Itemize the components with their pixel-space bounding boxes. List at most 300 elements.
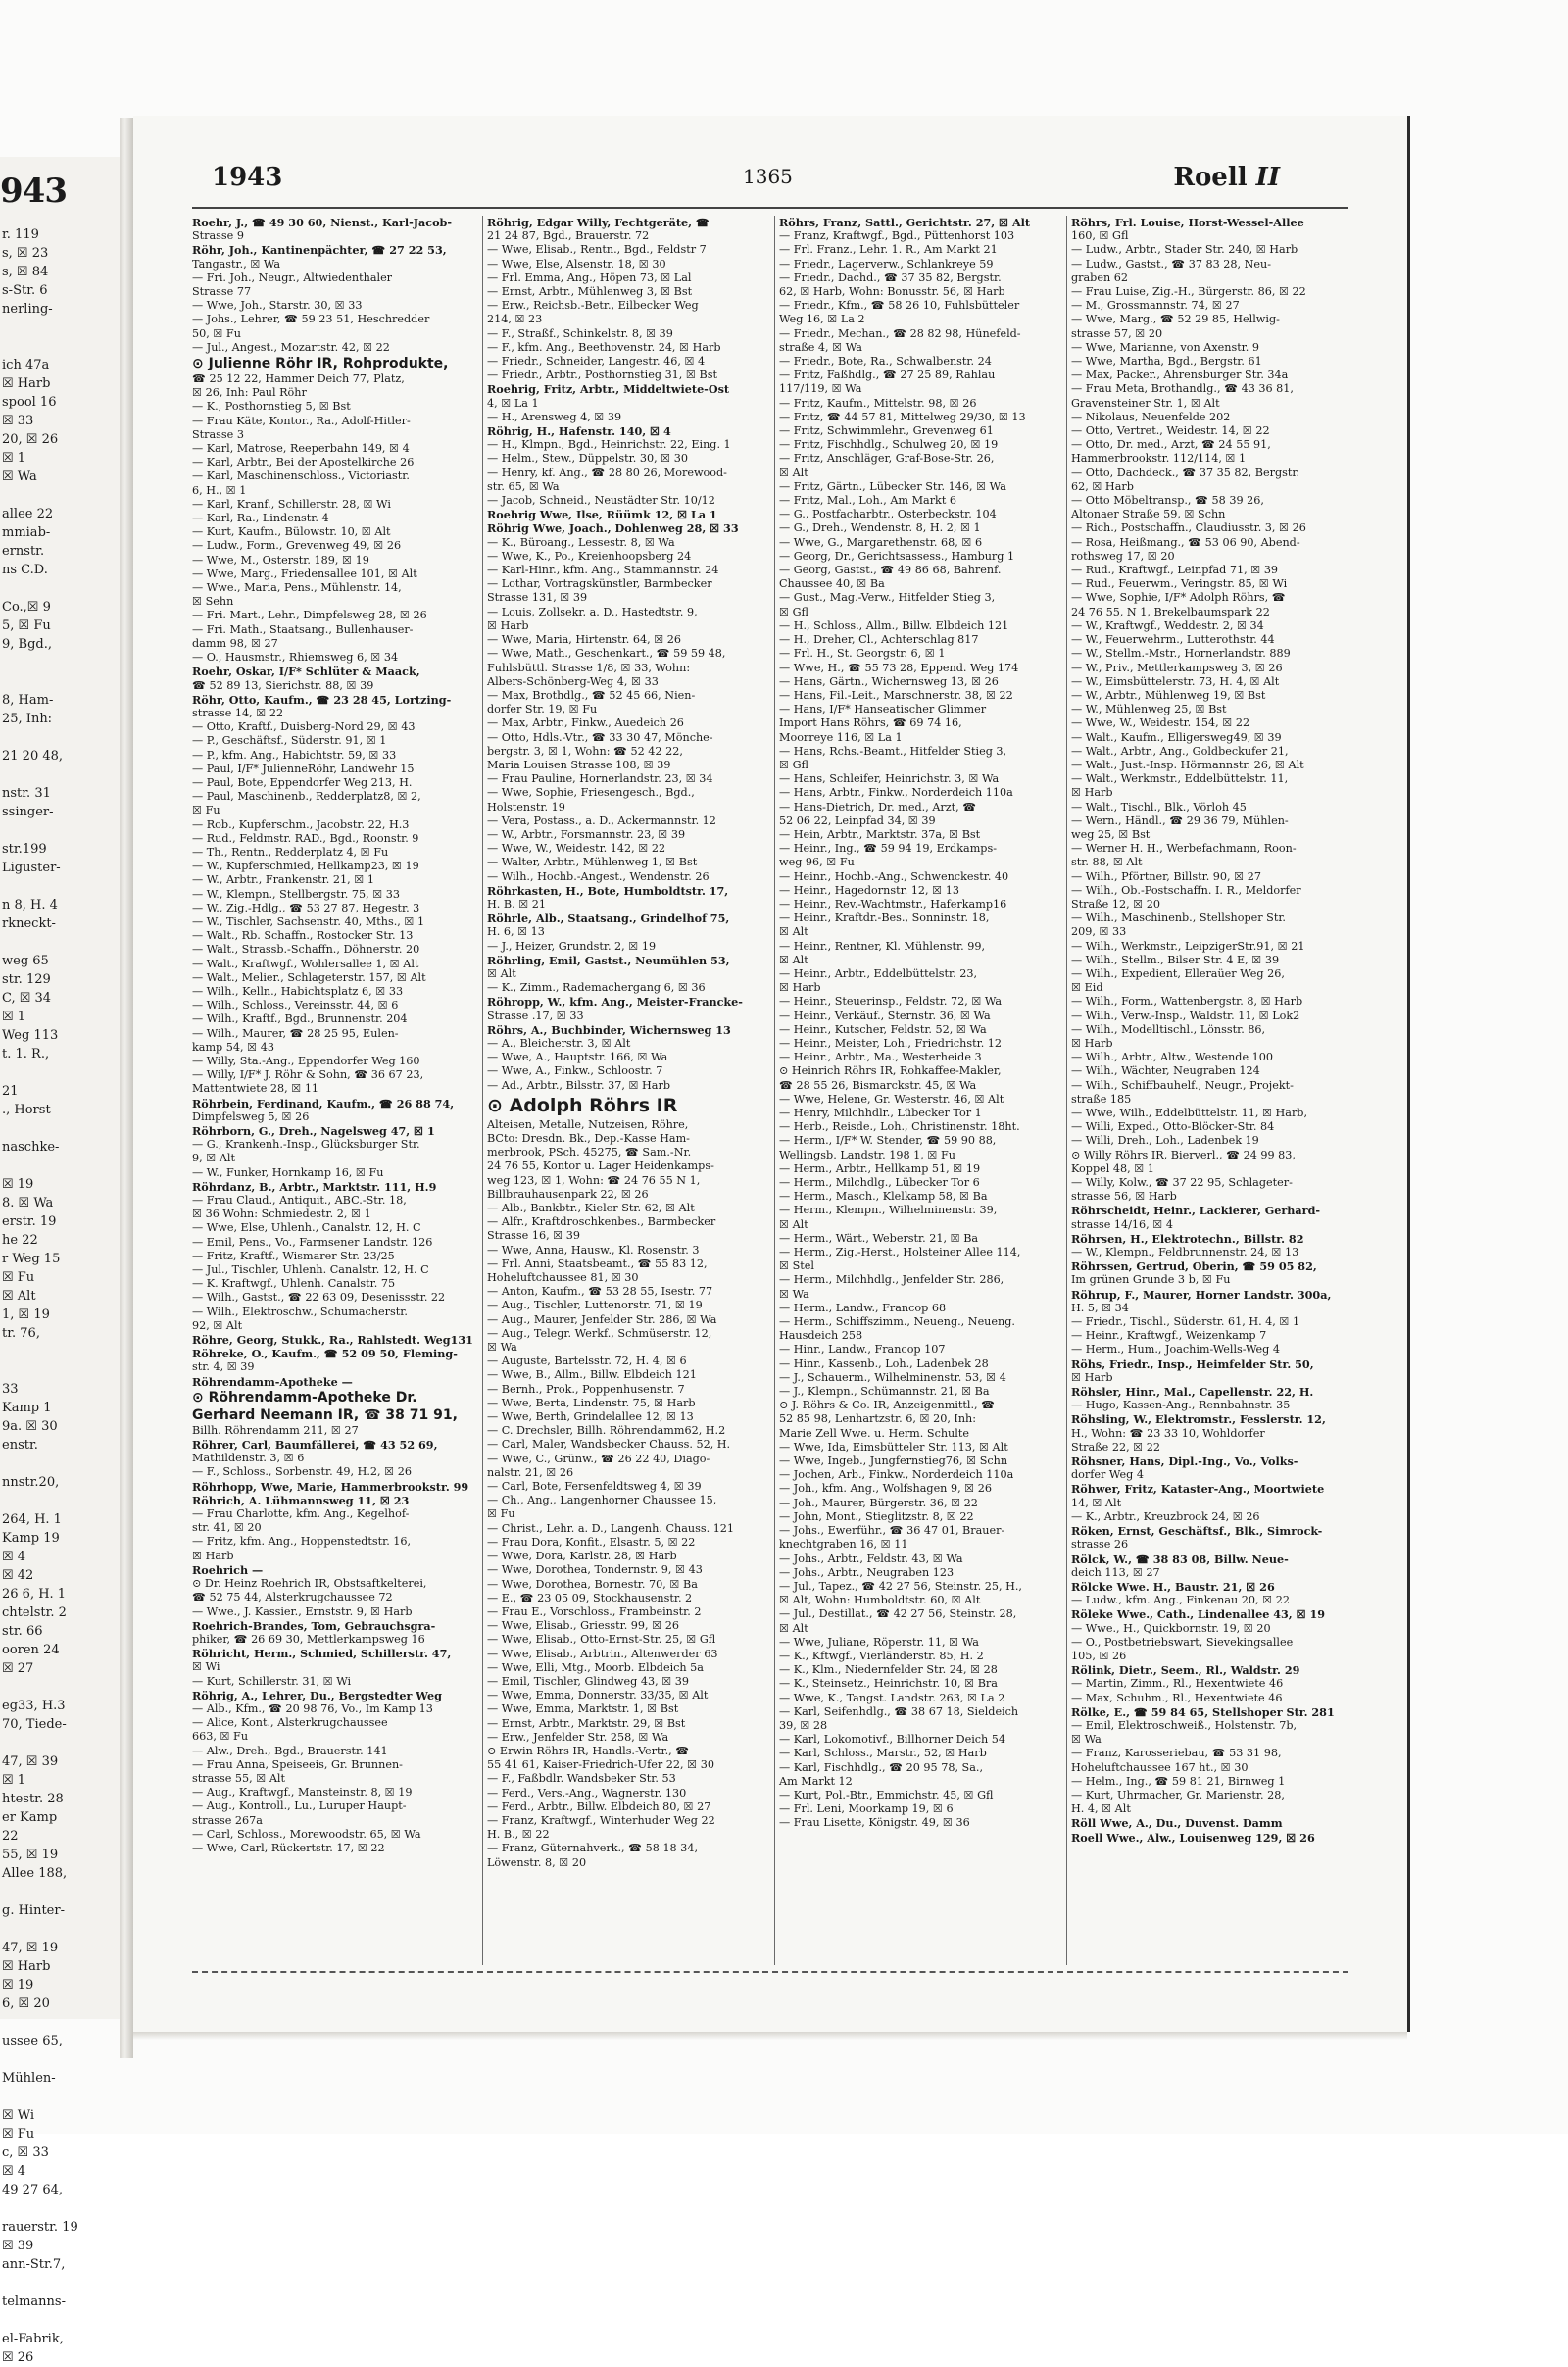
directory-entry: — Heinr., Hochb.-Ang., Schwenckestr. 40 bbox=[779, 869, 1009, 883]
directory-entry: H. 5, ☒ 34 bbox=[1071, 1301, 1129, 1314]
directory-entry: — Willi, Dreh., Loh., Ladenbek 19 bbox=[1071, 1134, 1259, 1148]
directory-entry: — Fritz, ☎ 44 57 81, Mittelweg 29/30, ☒ 13 bbox=[779, 410, 1026, 423]
directory-entry: — A., Bleicherstr. 3, ☒ Alt bbox=[487, 1036, 631, 1050]
directory-entry: — W., Tischler, Sachsenstr. 40, Mths., ☒ 1 bbox=[192, 914, 425, 928]
directory-entry: Gerhard Neemann IR, ☎ 38 71 91, bbox=[192, 1406, 458, 1423]
directory-entry: — Jul., Destillat., ☎ 42 27 56, Steinstr. 28, bbox=[779, 1607, 1017, 1621]
facing-page-line: erstr. 19 bbox=[2, 1214, 57, 1229]
directory-entry: — Rob., Kupferschm., Jacobstr. 22, H.3 bbox=[192, 817, 410, 831]
directory-entry: Billbrauhausenpark 22, ☒ 26 bbox=[487, 1187, 649, 1201]
facing-page-line: 9a. ☒ 30 bbox=[2, 1419, 58, 1434]
directory-entry: — J., Schauerm., Wilhelminenstr. 53, ☒ 4 bbox=[779, 1370, 1006, 1384]
directory-entry: — Wwe., Maria, Pens., Mühlenstr. 14, bbox=[192, 581, 402, 595]
page-header bbox=[133, 163, 1407, 202]
directory-entry: — Wilh., Maschinenb., Stellshoper Str. bbox=[1071, 912, 1286, 925]
directory-entry: ☎ 52 75 44, Alsterkrugchaussee 72 bbox=[192, 1591, 393, 1604]
directory-entry: — Walt., Kraftwgf., Wohlersallee 1, ☒ Alt bbox=[192, 957, 419, 970]
directory-entry: Röhrle, Alb., Staatsang., Grindelhof 75, bbox=[487, 912, 730, 926]
directory-entry: 14, ☒ Alt bbox=[1071, 1496, 1122, 1509]
directory-entry: 50, ☒ Fu bbox=[192, 326, 241, 340]
directory-entry: — Kurt, Pol.-Btr., Emmichstr. 45, ☒ Gfl bbox=[779, 1788, 994, 1801]
directory-entry: 214, ☒ 23 bbox=[487, 313, 543, 326]
directory-entry: — Walt., Rb. Schaffn., Rostocker Str. 13 bbox=[192, 929, 414, 943]
facing-page-line: spool 16 bbox=[2, 395, 57, 410]
directory-entry: damm 98, ☒ 27 bbox=[192, 636, 278, 650]
directory-entry: — Jul., Angest., Mozartstr. 42, ☒ 22 bbox=[192, 340, 390, 354]
directory-entry: ☒ Harb bbox=[1071, 1370, 1113, 1384]
directory-entry: Röhrendamm-Apotheke — bbox=[192, 1374, 353, 1389]
directory-entry: 21 24 87, Bgd., Brauerstr. 72 bbox=[487, 229, 650, 243]
directory-entry: Roehrich — bbox=[192, 1562, 264, 1577]
column-2 bbox=[482, 216, 775, 1965]
directory-entry: dorfer Weg 4 bbox=[1071, 1468, 1144, 1482]
facing-page-line bbox=[2, 1343, 114, 1361]
directory-entry: — Wwe, Emma, Donnerstr. 33/35, ☒ Alt bbox=[487, 1689, 709, 1702]
directory-entry: bergstr. 3, ☒ 1, Wohn: ☎ 52 42 22, bbox=[487, 744, 683, 758]
directory-entry: — Hinr., Kassenb., Loh., Ladenbek 28 bbox=[779, 1356, 989, 1370]
directory-entry: — Wwe, Elisab., Arbtrin., Altenwerder 63 bbox=[487, 1647, 718, 1660]
directory-entry: — P., kfm. Ang., Habichtstr. 59, ☒ 33 bbox=[192, 748, 397, 762]
facing-page-line: ich 47a bbox=[2, 358, 50, 372]
directory-entry: ☒ Gfl bbox=[779, 605, 808, 618]
facing-page-line bbox=[2, 2274, 114, 2293]
page-binding bbox=[120, 118, 133, 2058]
directory-entry: — Frau Lisette, Königstr. 49, ☒ 36 bbox=[779, 1816, 970, 1830]
directory-entry: ☎ 52 89 13, Sierichstr. 88, ☒ 39 bbox=[192, 678, 374, 692]
facing-page-line: ☒ 1 bbox=[2, 1010, 26, 1024]
directory-entry: — Wilh., Stellm., Bilser Str. 4 E, ☒ 39 bbox=[1071, 953, 1280, 966]
directory-entry: — Wilh., Schiffbauhelf., Neugr., Projekt- bbox=[1071, 1078, 1294, 1092]
directory-entry: — Herm., Zig.-Herst., Holsteiner Allee 114, bbox=[779, 1246, 1021, 1259]
directory-entry: Strasse .17, ☒ 33 bbox=[487, 1009, 584, 1022]
directory-entry: H., Wohn: ☎ 23 33 10, Wohldorfer bbox=[1071, 1426, 1265, 1440]
directory-entry: — Ernst, Arbtr., Mühlenweg 3, ☒ Bst bbox=[487, 285, 693, 299]
directory-entry: — Hans, Schleifer, Heinrichstr. 3, ☒ Wa bbox=[779, 772, 1000, 786]
directory-entry: — Hugo, Kassen-Ang., Rennbahnstr. 35 bbox=[1071, 1399, 1291, 1412]
directory-entry: — Willy, Sta.-Ang., Eppendorfer Weg 160 bbox=[192, 1054, 420, 1067]
directory-entry: Weg 16, ☒ La 2 bbox=[779, 313, 865, 326]
facing-page-line: str. 66 bbox=[2, 1624, 43, 1639]
facing-page-line: 264, H. 1 bbox=[2, 1512, 62, 1527]
directory-entry: — Friedr., Mechan., ☎ 28 82 98, Hünefeld- bbox=[779, 326, 1021, 340]
directory-entry: — Wwe, M., Osterstr. 189, ☒ 19 bbox=[192, 553, 369, 567]
directory-entry: — Wwe, Elisab., Griesstr. 99, ☒ 26 bbox=[487, 1619, 679, 1633]
facing-page-line: Kamp 19 bbox=[2, 1531, 60, 1546]
directory-entry: — Fritz, Mal., Loh., Am Markt 6 bbox=[779, 494, 957, 508]
directory-entry: — Otto, Dachdeck., ☎ 37 35 82, Bergstr. bbox=[1071, 466, 1300, 479]
facing-page-line: 9, Bgd., bbox=[2, 637, 52, 652]
directory-entry: — Otto, Kraftf., Duisberg-Nord 29, ☒ 43 bbox=[192, 720, 416, 734]
directory-entry: str. 4, ☒ 39 bbox=[192, 1360, 255, 1374]
directory-entry: — W., Arbtr., Forsmannstr. 23, ☒ 39 bbox=[487, 827, 686, 841]
directory-entry: — Wilh., Kraftf., Bgd., Brunnenstr. 204 bbox=[192, 1012, 408, 1026]
directory-entry: — John, Mont., Stieglitzstr. 8, ☒ 22 bbox=[779, 1509, 974, 1523]
directory-entry: — Ludw., Arbtr., Stader Str. 240, ☒ Harb bbox=[1071, 243, 1298, 257]
directory-entry: — Wilh., Gastst., ☎ 22 63 09, Desenissstr. 22 bbox=[192, 1291, 446, 1305]
directory-entry: str. 88, ☒ Alt bbox=[1071, 856, 1143, 869]
facing-page-line: ernstr. bbox=[2, 544, 45, 559]
directory-entry: — Henry, Milchhdlr., Lübecker Tor 1 bbox=[779, 1107, 982, 1119]
facing-page-line: ooren 24 bbox=[2, 1643, 60, 1657]
directory-entry: — Wwe, B., Allm., Billw. Elbdeich 121 bbox=[487, 1368, 697, 1382]
directory-entry: phiker, ☎ 26 69 30, Mettlerkampsweg 16 bbox=[192, 1632, 425, 1646]
column-4 bbox=[1066, 216, 1349, 1965]
directory-entry: — Erw., Reichsb.-Betr., Eilbecker Weg bbox=[487, 299, 699, 313]
directory-entry: Strasse 77 bbox=[192, 285, 252, 299]
directory-entry: — Walt., Just.-Insp. Hörmannstr. 26, ☒ Alt bbox=[1071, 758, 1304, 771]
directory-entry: — W., Klempn., Feldbrunnenstr. 24, ☒ 13 bbox=[1071, 1246, 1299, 1259]
directory-entry: ☒ Alt bbox=[779, 925, 808, 939]
directory-entry: — Nikolaus, Neuenfelde 202 bbox=[1071, 410, 1231, 423]
directory-entry: H. B., ☒ 22 bbox=[487, 1828, 550, 1842]
directory-entry: — Heinr., Hagedornstr. 12, ☒ 13 bbox=[779, 883, 959, 897]
directory-entry: Rölck, W., ☎ 38 83 08, Billw. Neue- bbox=[1071, 1552, 1289, 1566]
directory-entry: — Ludw., Gastst., ☎ 37 83 28, Neu- bbox=[1071, 257, 1272, 271]
directory-entry: — Karl, Matrose, Reeperbahn 149, ☒ 4 bbox=[192, 442, 410, 456]
directory-entry: — Wwe, Wilh., Eddelbüttelstr. 11, ☒ Harb, bbox=[1071, 1107, 1308, 1119]
facing-page-line bbox=[2, 1119, 114, 1138]
directory-entry: kamp 54, ☒ 43 bbox=[192, 1040, 274, 1054]
directory-entry: — Wilh., Arbtr., Altw., Westende 100 bbox=[1071, 1051, 1273, 1064]
directory-entry: — Emil, Elektroschweiß., Holstenstr. 7b, bbox=[1071, 1718, 1298, 1732]
directory-entry: — K., Klm., Niedernfelder Str. 24, ☒ 28 bbox=[779, 1663, 998, 1677]
page-shadow bbox=[133, 2032, 1407, 2040]
facing-page-line: ☒ 42 bbox=[2, 1568, 34, 1583]
directory-entry: — W., Mühlenweg 25, ☒ Bst bbox=[1071, 703, 1227, 716]
facing-page-line bbox=[2, 2199, 114, 2218]
directory-entry: — Jochen, Arb., Finkw., Norderdeich 110a bbox=[779, 1468, 1014, 1482]
facing-page-line: ☒ 19 bbox=[2, 1978, 34, 1993]
directory-entry: — Willy, I/F* J. Röhr & Sohn, ☎ 36 67 23, bbox=[192, 1068, 424, 1082]
directory-entry: 62, ☒ Harb, Wohn: Bonusstr. 56, ☒ Harb bbox=[779, 285, 1005, 299]
directory-entry: — W., Feuerwehrm., Lutterothstr. 44 bbox=[1071, 633, 1275, 647]
facing-page-line bbox=[2, 1734, 114, 1752]
directory-entry: — J., Heizer, Grundstr. 2, ☒ 19 bbox=[487, 939, 657, 953]
facing-page-line: telmanns- bbox=[2, 2294, 66, 2309]
directory-entry: ☒ Harb bbox=[1071, 786, 1113, 800]
directory-entry: — Karl-Hinr., kfm. Ang., Stammannstr. 24 bbox=[487, 564, 719, 577]
directory-entry: — Joh., Maurer, Bürgerstr. 36, ☒ 22 bbox=[779, 1496, 978, 1509]
directory-entry: ☒ Fu bbox=[487, 1507, 515, 1521]
directory-entry: — Carl, Maler, Wandsbecker Chauss. 52, H. bbox=[487, 1438, 731, 1452]
directory-entry: Röhrs, A., Buchbinder, Wichernsweg 13 bbox=[487, 1022, 731, 1037]
directory-entry: ⊙ Dr. Heinz Roehrich IR, Obstsaftkelterei, bbox=[192, 1577, 427, 1591]
directory-entry: — Otto, Vertret., Weidestr. 14, ☒ 22 bbox=[1071, 424, 1270, 438]
directory-entry: strasse 57, ☒ 20 bbox=[1071, 326, 1163, 340]
directory-entry: Röhrup, F., Maurer, Horner Landstr. 300a, bbox=[1071, 1287, 1332, 1302]
directory-entry: — Werner H. H., Werbefachmann, Roon- bbox=[1071, 842, 1297, 856]
directory-entry: Hoheluftchaussee 81, ☒ 30 bbox=[487, 1271, 639, 1285]
facing-page-line: 21 bbox=[2, 1084, 19, 1099]
directory-entry: — Friedr., Kfm., ☎ 58 26 10, Fuhlsbütteler bbox=[779, 299, 1020, 313]
directory-entry: — Herm., Milchdlg., Lübecker Tor 6 bbox=[779, 1176, 980, 1190]
bottom-rule bbox=[192, 1971, 1348, 1973]
facing-page-line: 70, Tiede- bbox=[2, 1717, 67, 1732]
directory-entry: — Kurt, Schillerstr. 31, ☒ Wi bbox=[192, 1674, 352, 1688]
directory-entry: — Heinr., Kutscher, Feldstr. 52, ☒ Wa bbox=[779, 1022, 987, 1036]
directory-entry: — Kurt, Uhrmacher, Gr. Marienstr. 28, bbox=[1071, 1788, 1285, 1801]
directory-entry: — Walt., Kaufm., Elligersweg49, ☒ 39 bbox=[1071, 730, 1282, 744]
directory-entry: — Heinr., Ing., ☎ 59 94 19, Erdkamps- bbox=[779, 842, 997, 856]
directory-entry: — K., Büroang., Lessestr. 8, ☒ Wa bbox=[487, 535, 675, 549]
directory-entry: ☒ Harb bbox=[1071, 1036, 1113, 1050]
facing-page-line: t. 1. R., bbox=[2, 1047, 50, 1061]
directory-entry: Hoheluftchaussee 167 ht., ☒ 30 bbox=[1071, 1760, 1249, 1774]
directory-entry: — K., Zimm., Rademachergang 6, ☒ 36 bbox=[487, 981, 706, 995]
directory-entry: Fuhlsbüttl. Strasse 1/8, ☒ 33, Wohn: bbox=[487, 661, 691, 674]
directory-entry: — Wwe, A., Hauptstr. 166, ☒ Wa bbox=[487, 1051, 668, 1064]
directory-entry: — Aug., Tischler, Luttenorstr. 71, ☒ 19 bbox=[487, 1299, 703, 1312]
directory-entry: — Georg, Dr., Gerichtsassess., Hamburg 1 bbox=[779, 549, 1015, 563]
facing-page-line: ☒ 33 bbox=[2, 414, 34, 428]
directory-entry: — Wwe, Elli, Mtg., Moorb. Elbdeich 5a bbox=[487, 1660, 704, 1674]
facing-page-line: 6, ☒ 20 bbox=[2, 1997, 50, 2011]
directory-entry: — Wwe, G., Margarethenstr. 68, ☒ 6 bbox=[779, 535, 983, 549]
directory-entry: Röhrig, A., Lehrer, Du., Bergstedter Weg bbox=[192, 1688, 442, 1702]
directory-entry: — Hinr., Landw., Francop 107 bbox=[779, 1343, 946, 1356]
directory-entry: — Karl, Seifenhdlg., ☎ 38 67 18, Sieldeich bbox=[779, 1704, 1019, 1718]
directory-entry: — Martin, Zimm., Rl., Hexentwiete 46 bbox=[1071, 1677, 1284, 1691]
directory-entry: — K., Arbtr., Kreuzbrook 24, ☒ 26 bbox=[1071, 1509, 1260, 1523]
facing-page-line: Kamp 1 bbox=[2, 1401, 52, 1415]
directory-entry: — Friedr., Lagerverw., Schlankreye 59 bbox=[779, 257, 994, 271]
directory-entry: — Jul., Tischler, Uhlenh. Canalstr. 12, H. C bbox=[192, 1263, 429, 1277]
directory-entry: — Frl. Anni, Staatsbeamt., ☎ 55 83 12, bbox=[487, 1257, 708, 1270]
facing-page-line bbox=[2, 1063, 114, 1082]
directory-entry: Röhrer, Carl, Baumfällerei, ☎ 43 52 69, bbox=[192, 1438, 438, 1453]
directory-entry: — Wilh., Wächter, Neugraben 124 bbox=[1071, 1064, 1260, 1078]
directory-entry: 92, ☒ Alt bbox=[192, 1318, 243, 1332]
directory-entry: — Ludw., kfm. Ang., Finkenau 20, ☒ 22 bbox=[1071, 1594, 1290, 1607]
directory-entry: — M., Grossmannstr. 74, ☒ 27 bbox=[1071, 299, 1240, 313]
directory-entry: ☒ Harb bbox=[779, 981, 821, 995]
directory-entry: Röhrich, A. Lühmannsweg 11, ☒ 23 bbox=[192, 1493, 410, 1507]
facing-page-line bbox=[2, 877, 114, 896]
directory-entry: H. B. ☒ 21 bbox=[487, 897, 547, 911]
directory-entry: — Wwe, Marianne, von Axenstr. 9 bbox=[1071, 340, 1260, 354]
directory-entry: ☒ Fu bbox=[192, 804, 220, 817]
facing-page-line bbox=[2, 765, 114, 784]
facing-page-line: enstr. bbox=[2, 1438, 38, 1453]
directory-entry: — Wwe, Dorothea, Tondernstr. 9, ☒ 43 bbox=[487, 1563, 703, 1577]
directory-entry: Roehrig, Fritz, Arbtr., Middeltwiete-Ost bbox=[487, 382, 730, 397]
facing-page-line bbox=[2, 1157, 114, 1175]
directory-entry: — Walt., Werkmstr., Eddelbüttelstr. 11, bbox=[1071, 772, 1289, 786]
directory-entry: — Frau E., Vorschloss., Frambeinstr. 2 bbox=[487, 1604, 702, 1618]
range-numeral: II bbox=[1255, 163, 1280, 192]
directory-entry: — Herb., Reisde., Loh., Christinenstr. 18ht. bbox=[779, 1120, 1020, 1134]
directory-entry: H. 6, ☒ 13 bbox=[487, 925, 545, 939]
facing-page-line bbox=[2, 672, 114, 691]
directory-entry: — Wwe, Berth, Grindelallee 12, ☒ 13 bbox=[487, 1410, 694, 1424]
page-year: 1943 bbox=[212, 163, 283, 192]
directory-entry: — Rud., Feuerwm., Veringstr. 85, ☒ Wi bbox=[1071, 577, 1288, 591]
directory-entry: — Hein, Arbtr., Marktstr. 37a, ☒ Bst bbox=[779, 827, 981, 841]
directory-entry: — Wwe, Elisab., Rentn., Bgd., Feldstr 7 bbox=[487, 243, 707, 257]
directory-entry: Löwenstr. 8, ☒ 20 bbox=[487, 1855, 587, 1869]
directory-entry: — Friedr., Schneider, Langestr. 46, ☒ 4 bbox=[487, 355, 706, 369]
directory-entry: — Karl, Lokomotivf., Billhorner Deich 54 bbox=[779, 1733, 1006, 1747]
directory-entry: — Rosa, Heißmang., ☎ 53 06 90, Abend- bbox=[1071, 535, 1300, 549]
directory-entry: ☒ Alt bbox=[779, 1217, 808, 1231]
facing-page-year: 943 bbox=[0, 172, 67, 211]
facing-page-line: ann-Str.7, bbox=[2, 2257, 66, 2272]
directory-entry: ☒ Alt bbox=[779, 466, 808, 479]
directory-entry: Röhrling, Emil, Gastst., Neumühlen 53, bbox=[487, 953, 730, 967]
directory-entry: — Fritz, Kraftf., Wismarer Str. 23/25 bbox=[192, 1249, 395, 1262]
directory-entry: — Herm., Masch., Klelkamp 58, ☒ Ba bbox=[779, 1190, 988, 1204]
directory-entry: — Karl, Kranf., Schillerstr. 28, ☒ Wi bbox=[192, 497, 391, 511]
directory-entry: — Wilh., Hochb.-Angest., Wendenstr. 26 bbox=[487, 869, 710, 883]
directory-entry: — Wwe, H., ☎ 55 73 28, Eppend. Weg 174 bbox=[779, 661, 1019, 674]
directory-entry: — Karl, Ra., Lindenstr. 4 bbox=[192, 512, 329, 525]
directory-entry: — Ch., Ang., Langenhorner Chaussee 15, bbox=[487, 1494, 717, 1507]
facing-page-line bbox=[2, 486, 114, 505]
directory-entry: — Fritz, Schwimmlehr., Grevenweg 61 bbox=[779, 424, 994, 438]
directory-entry: Strasse 3 bbox=[192, 427, 244, 441]
header-rule bbox=[192, 207, 1348, 209]
facing-page-line: ☒ Harb bbox=[2, 1959, 51, 1974]
directory-entry: — Frau Dora, Konfit., Elsastr. 5, ☒ 22 bbox=[487, 1535, 696, 1549]
directory-entry: — Wwe, Juliane, Röperstr. 11, ☒ Wa bbox=[779, 1635, 979, 1649]
directory-entry: — K., Posthornstieg 5, ☒ Bst bbox=[192, 400, 351, 414]
directory-entry: — Henry, kf. Ang., ☎ 28 80 26, Morewood- bbox=[487, 466, 727, 479]
directory-entry: 52 85 98, Lenhartzstr. 6, ☒ 20, Inh: bbox=[779, 1412, 977, 1426]
directory-entry: — Willy, Kolw., ☎ 37 22 95, Schlageter- bbox=[1071, 1176, 1293, 1190]
directory-entry: — Heinr., Arbtr., Ma., Westerheide 3 bbox=[779, 1051, 982, 1064]
directory-entry: Röll Wwe, A., Du., Duvenst. Damm bbox=[1071, 1816, 1283, 1831]
directory-entry: — Wwe., J. Kassier., Ernststr. 9, ☒ Harb bbox=[192, 1604, 413, 1618]
directory-entry: — K. Kraftwgf., Uhlenh. Canalstr. 75 bbox=[192, 1277, 396, 1291]
directory-entry: — Max, Brothdlg., ☎ 52 45 66, Nien- bbox=[487, 688, 696, 702]
directory-entry: — Wwe, Dora, Karlstr. 28, ☒ Harb bbox=[487, 1550, 677, 1563]
column-1 bbox=[192, 216, 482, 1965]
directory-entry: — Ludw., Form., Grevenweg 49, ☒ 26 bbox=[192, 539, 402, 553]
directory-entry: — Wilh., Ob.-Postschaffn. I. R., Meldorfer bbox=[1071, 883, 1301, 897]
directory-entry: — P., Geschäftsf., Süderstr. 91, ☒ 1 bbox=[192, 734, 387, 748]
directory-entry: — Emil, Tischler, Glindweg 43, ☒ 39 bbox=[487, 1674, 690, 1688]
directory-entry: rothsweg 17, ☒ 20 bbox=[1071, 549, 1175, 563]
directory-entry: ☒ Harb bbox=[192, 1549, 234, 1562]
directory-entry: — Wilh., Schloss., Vereinsstr. 44, ☒ 6 bbox=[192, 999, 399, 1012]
directory-entry: — Wilh., Form., Wattenbergstr. 8, ☒ Harb bbox=[1071, 995, 1303, 1009]
directory-entry: Röleke Wwe., Cath., Lindenallee 43, ☒ 19 bbox=[1071, 1607, 1326, 1622]
directory-entry: — Frau Luise, Zig.-H., Bürgerstr. 86, ☒ 22 bbox=[1071, 285, 1306, 299]
facing-page-line bbox=[2, 579, 114, 598]
directory-entry: — J., Klempn., Schümannstr. 21, ☒ Ba bbox=[779, 1385, 990, 1399]
directory-entry: — Friedr., Dachd., ☎ 37 35 82, Bergstr. bbox=[779, 271, 1002, 284]
directory-entry: — Herm., I/F* W. Stender, ☎ 59 90 88, bbox=[779, 1134, 997, 1148]
directory-entry: Röhrbein, Ferdinand, Kaufm., ☎ 26 88 74, bbox=[192, 1096, 455, 1110]
directory-entry: — Frl. Emma, Ang., Höpen 73, ☒ Lal bbox=[487, 271, 692, 284]
facing-page-line: eg33, H.3 bbox=[2, 1699, 66, 1713]
directory-entry: Marie Zell Wwe. u. Herm. Schulte bbox=[779, 1426, 969, 1440]
directory-entry: — Walt., Melier., Schlageterstr. 157, ☒ Alt bbox=[192, 970, 426, 984]
column-3 bbox=[774, 216, 1067, 1965]
directory-entry: — F., kfm. Ang., Beethovenstr. 24, ☒ Harb bbox=[487, 340, 721, 354]
directory-entry: — Ferd., Arbtr., Billw. Elbdeich 80, ☒ 27 bbox=[487, 1800, 711, 1813]
facing-page-line bbox=[2, 933, 114, 952]
facing-page-line: ☒ Harb bbox=[2, 376, 51, 391]
directory-entry: — Alice, Kont., Alsterkrugchaussee bbox=[192, 1716, 388, 1730]
directory-entry: — W., Stellm.-Mstr., Hornerlandstr. 889 bbox=[1071, 647, 1291, 661]
facing-page-line: allee 22 bbox=[2, 507, 54, 521]
facing-page-line: ☒ 26 bbox=[2, 2350, 34, 2365]
directory-entry: ⊙ Adolph Röhrs IR bbox=[487, 1094, 678, 1116]
directory-entry: 52 06 22, Leinpfad 34, ☒ 39 bbox=[779, 814, 936, 827]
facing-page-line: Liguster- bbox=[2, 861, 61, 875]
directory-entry: — K., Kftwgf., Vierländerstr. 85, H. 2 bbox=[779, 1649, 984, 1662]
facing-page-line bbox=[2, 337, 114, 356]
directory-entry: ☒ Gfl bbox=[779, 758, 808, 771]
directory-entry: — Frau Käte, Kontor., Ra., Adolf-Hitler- bbox=[192, 414, 411, 427]
facing-page-line bbox=[2, 1361, 114, 1380]
directory-entry: — K., Steinsetz., Heinrichstr. 10, ☒ Bra bbox=[779, 1677, 998, 1691]
directory-entry: 55 41 61, Kaiser-Friedrich-Ufer 22, ☒ 30 bbox=[487, 1758, 714, 1772]
facing-page-line: ☒ Wa bbox=[2, 469, 37, 484]
directory-entry: weg 96, ☒ Fu bbox=[779, 856, 855, 869]
directory-entry: — Heinr., Arbtr., Eddelbüttelstr. 23, bbox=[779, 966, 978, 980]
directory-entry: ☒ 26, Inh: Paul Röhr bbox=[192, 386, 307, 400]
directory-entry: Rölke, E., ☎ 59 84 65, Stellshoper Str. 281 bbox=[1071, 1704, 1335, 1719]
facing-page-line: 25, Inh: bbox=[2, 712, 53, 726]
facing-page-line: ☒ 4 bbox=[2, 2164, 26, 2179]
directory-entry: — Fritz, Anschläger, Graf-Bose-Str. 26, bbox=[779, 452, 995, 466]
directory-entry: — W., Klempn., Stellbergstr. 75, ☒ 33 bbox=[192, 887, 401, 901]
directory-entry: — H., Klmpn., Bgd., Heinrichstr. 22, Eing. 1 bbox=[487, 438, 731, 452]
directory-entry: — Heinr., Kraftwgf., Weizenkamp 7 bbox=[1071, 1329, 1267, 1343]
directory-entry: — Paul, Bote, Eppendorfer Weg 213, H. bbox=[192, 775, 413, 789]
directory-entry: — Wwe, K., Tangst. Landstr. 263, ☒ La 2 bbox=[779, 1691, 1005, 1704]
directory-entry: — Wwe, Carl, Rückertstr. 17, ☒ 22 bbox=[192, 1841, 385, 1854]
directory-entry: — Wilh., Pförtner, Billstr. 90, ☒ 27 bbox=[1071, 869, 1261, 883]
directory-entry: — Frl. Leni, Moorkamp 19, ☒ 6 bbox=[779, 1802, 954, 1816]
directory-entry: — Helm., Stew., Düppelstr. 30, ☒ 30 bbox=[487, 452, 689, 466]
directory-entry: Röhrhopp, Wwe, Marie, Hammerbrookstr. 99 bbox=[192, 1479, 469, 1494]
directory-entry: — W., Funker, Hornkamp 16, ☒ Fu bbox=[192, 1165, 384, 1179]
directory-entry: dorfer Str. 19, ☒ Fu bbox=[487, 703, 598, 716]
directory-entry: Strasse 16, ☒ 39 bbox=[487, 1229, 581, 1243]
directory-entry: — Wwe, Sophie, I/F* Adolph Röhrs, ☎ bbox=[1071, 591, 1286, 605]
facing-page-line: nerling- bbox=[2, 302, 53, 317]
directory-entry: — Max, Schuhm., Rl., Hexentwiete 46 bbox=[1071, 1691, 1283, 1704]
directory-entry: — Herm., Wärt., Weberstr. 21, ☒ Ba bbox=[779, 1231, 979, 1245]
directory-entry: Gravensteiner Str. 1, ☒ Alt bbox=[1071, 396, 1220, 410]
facing-page-line bbox=[2, 728, 114, 747]
directory-entry: — E., ☎ 23 05 09, Stockhausenstr. 2 bbox=[487, 1591, 693, 1604]
directory-entry: — G., Dreh., Wendenstr. 8, H. 2, ☒ 1 bbox=[779, 521, 981, 535]
facing-page-line bbox=[2, 1920, 114, 1939]
facing-page-line: s-Str. 6 bbox=[2, 283, 48, 298]
facing-page-line: str. 129 bbox=[2, 972, 51, 987]
directory-entry: — Wwe, Marg., ☎ 52 29 85, Hellwig- bbox=[1071, 313, 1280, 326]
facing-page-line: str.199 bbox=[2, 842, 47, 857]
directory-entry: — W., Kraftwgf., Weddestr. 2, ☒ 34 bbox=[1071, 618, 1264, 632]
facing-page-line bbox=[2, 1678, 114, 1697]
directory-entry: — Rud., Feldmstr. RAD., Bgd., Roonstr. 9 bbox=[192, 831, 419, 845]
directory-entry: ☒ Alt bbox=[779, 1621, 808, 1635]
directory-entry: Straße 22, ☒ 22 bbox=[1071, 1440, 1160, 1454]
directory-entry: — Walt., Arbtr., Ang., Goldbeckufer 21, bbox=[1071, 744, 1289, 758]
directory-entry: — Carl, Bote, Fersenfeldtsweg 4, ☒ 39 bbox=[487, 1480, 702, 1494]
facing-page-line: 22 bbox=[2, 1829, 19, 1844]
directory-entry: — Wilh., Modelltischl., Lönsstr. 86, bbox=[1071, 1022, 1266, 1036]
directory-entry: — Franz, Kraftwgf., Bgd., Püttenhorst 103 bbox=[779, 229, 1015, 243]
directory-entry: — Wwe, C., Grünw., ☎ 26 22 40, Diago- bbox=[487, 1452, 710, 1465]
directory-entry: — W., Zig.-Hdlg., ☎ 53 27 87, Hegestr. 3 bbox=[192, 901, 420, 914]
directory-entry: 24 76 55, N 1, Brekelbaumspark 22 bbox=[1071, 605, 1270, 618]
directory-entry: — Hans, I/F* Hanseatischer Glimmer bbox=[779, 703, 987, 716]
